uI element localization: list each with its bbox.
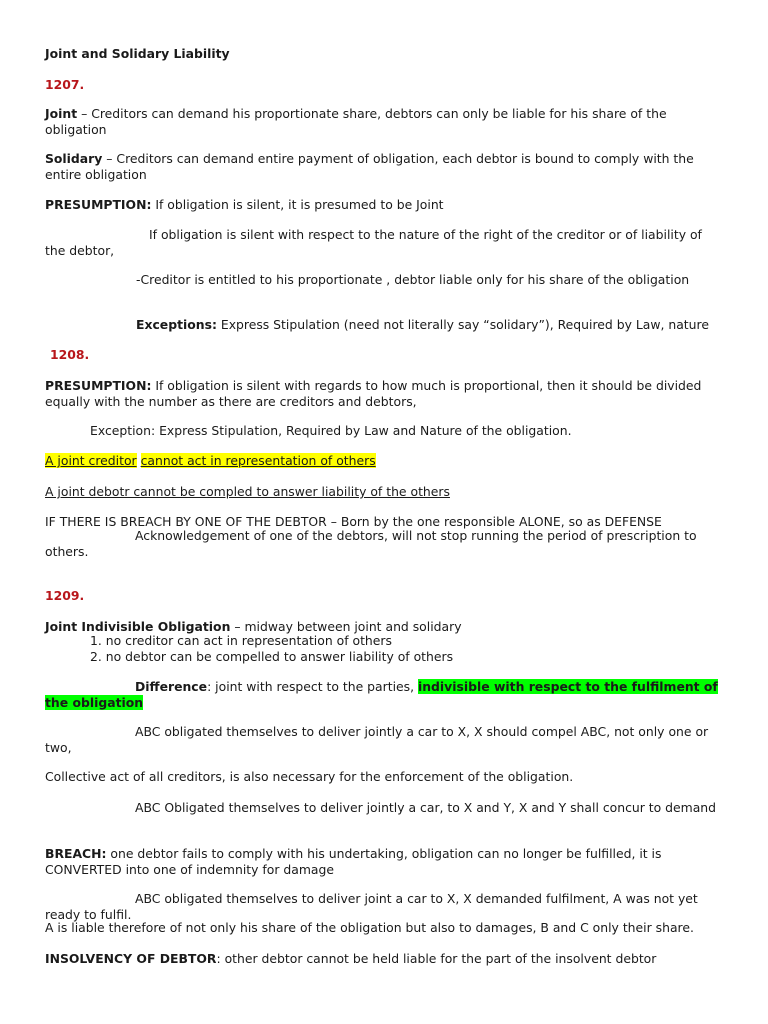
breach-label: BREACH: bbox=[45, 846, 107, 861]
insolvency-label: INSOLVENCY OF DEBTOR bbox=[45, 951, 217, 966]
silent-obligation-text: If obligation is silent with respect to the nature of the right of the creditor or of liability of the debtor, bbox=[45, 227, 702, 258]
joint-indivisible-text: – midway between joint and solidary bbox=[230, 619, 462, 634]
presumption-text: If obligation is silent with regards to how much is proportional, then it should be divided equally with the number as there are creditors and debtors, bbox=[45, 378, 702, 409]
joint-definition bbox=[45, 106, 725, 137]
presumption-label: PRESUMPTION: bbox=[45, 378, 152, 393]
collective-act-text: Collective act of all creditors, is also necessary for the enforcement of the obligation. bbox=[45, 769, 574, 784]
joint-definition-text: – Creditors can demand his proportionate share, debtors can only be liable for his share of the obligation bbox=[45, 106, 667, 137]
joint-debtor-line: A joint debotr cannot be compled to answer liability of the others bbox=[45, 484, 450, 499]
solidary-term: Solidary bbox=[45, 151, 103, 166]
insolvency-text: : other debtor cannot be held liable for the part of the insolvent debtor bbox=[216, 951, 657, 966]
exception-1208: Exception: Express Stipulation, Required by Law and Nature of the obligation. bbox=[90, 423, 572, 438]
solidary-definition-text: – Creditors can demand entire payment of obligation, each debtor is bound to comply with the entire obligation bbox=[45, 151, 694, 182]
acknowledgement-text: Acknowledgement of one of the debtors, will not stop running the period of prescription to others. bbox=[45, 528, 697, 559]
list-item: 1. no creditor can act in representation of others bbox=[90, 633, 392, 648]
difference-line bbox=[45, 679, 725, 710]
abc-example-1: ABC obligated themselves to deliver jointly a car to X, X should compel ABC, not only one or two, bbox=[45, 724, 709, 755]
breach-1209 bbox=[45, 846, 725, 877]
abc-example-3: ABC obligated themselves to deliver joint a car to X, X demanded fulfilment, A was not yet ready to fulfil. bbox=[45, 891, 698, 922]
joint-term: Joint bbox=[45, 106, 78, 121]
joint-creditor-line bbox=[45, 453, 725, 469]
presumption-1207 bbox=[45, 197, 725, 213]
document-title: Joint and Solidary Liability bbox=[45, 46, 230, 61]
exceptions-text: Express Stipulation (need not literally say “solidary”), Required by Law, nature bbox=[216, 317, 709, 332]
liable-text: A is liable therefore of not only his share of the obligation but also to damages, B and C only their share. bbox=[45, 920, 694, 935]
solidary-definition bbox=[45, 151, 725, 182]
joint-creditor-highlight: A joint creditor bbox=[45, 453, 137, 468]
difference-text: : joint with respect to the parties, bbox=[207, 679, 418, 694]
difference-label: Difference bbox=[135, 679, 208, 694]
exceptions-1207 bbox=[136, 317, 726, 333]
abc-example-2: ABC Obligated themselves to deliver jointly a car, to X and Y, X and Y shall concur to demand bbox=[135, 800, 717, 815]
article-1207-number: 1207. bbox=[45, 77, 85, 92]
indivisible-highlight: indivisible with respect to the fulfilment of the obligation bbox=[45, 679, 718, 710]
list-item: 2. no debtor can be compelled to answer liability of others bbox=[90, 649, 454, 664]
joint-indivisible-term: Joint Indivisible Obligation bbox=[45, 619, 231, 634]
breach-by-debtor-line: IF THERE IS BREACH BY ONE OF THE DEBTOR – Born by the one responsible ALONE, so as DEFENSE bbox=[45, 514, 662, 529]
breach-text: one debtor fails to comply with his undertaking, obligation can no longer be fulfilled, it is CONVERTED into one of indemnity for damage bbox=[45, 846, 662, 877]
presumption-label: PRESUMPTION: bbox=[45, 197, 152, 212]
presumption-1208 bbox=[45, 378, 725, 409]
creditor-entitled-text: -Creditor is entitled to his proportionate , debtor liable only for his share of the obligation bbox=[136, 272, 690, 287]
article-1208-number: 1208. bbox=[50, 347, 90, 362]
article-1209-number: 1209. bbox=[45, 588, 85, 603]
presumption-text: If obligation is silent, it is presumed to be Joint bbox=[151, 197, 444, 212]
exceptions-label: Exceptions: bbox=[136, 317, 217, 332]
insolvency-line bbox=[45, 951, 725, 967]
cannot-act-highlight: cannot act in representation of others bbox=[140, 453, 376, 468]
